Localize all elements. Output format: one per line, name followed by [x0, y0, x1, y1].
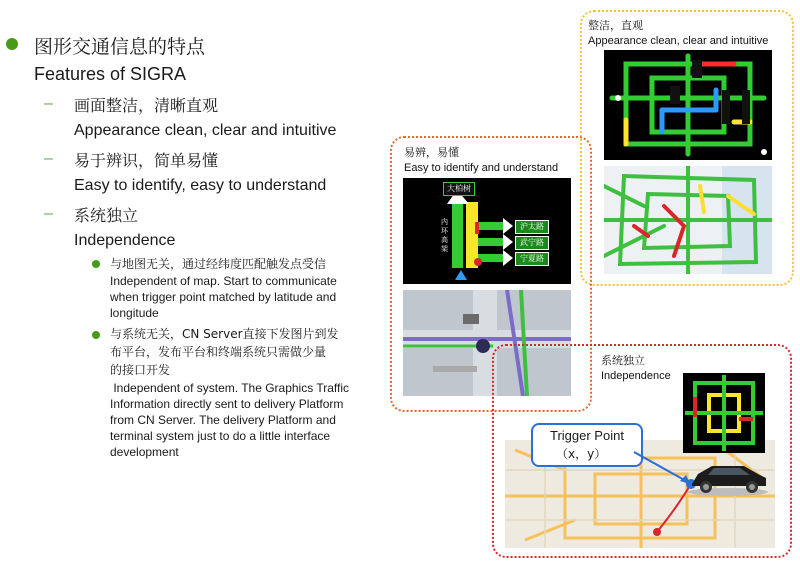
feature-3-en: Independence: [74, 232, 176, 249]
subpoint-2-en-line-1: Independent of system. The Graphics Traffic: [110, 381, 350, 395]
sign-top-label: 大柏树: [443, 182, 475, 196]
mini-traffic-graphic: [683, 373, 765, 453]
trigger-point-label: Trigger Point: [550, 428, 624, 443]
sign-exit-2: 武宁路: [515, 236, 549, 250]
sign-exit-1: 沪太路: [515, 220, 549, 234]
subpoint-2-en-line-2: Information directly sent to delivery Platform: [110, 397, 344, 411]
feature-3-zh: 系统独立: [74, 206, 139, 225]
subpoint-2-en-line-5: development: [110, 445, 179, 459]
feature-1-zh: 画面整洁，清晰直观: [74, 96, 219, 115]
subpoint-1-en-line-2: when trigger point matched by latitude and: [110, 290, 337, 304]
subpoint-2-en-line-4: terminal system just to do a little interface: [110, 429, 331, 443]
title-bullet-icon: [6, 38, 18, 50]
subpoint-1-en-line-1: Independent of map. Start to communicate: [110, 274, 337, 288]
feature-2-en: Easy to identify, easy to understand: [74, 177, 327, 194]
panel-independence-zh: 系统独立: [601, 354, 645, 367]
schematic-map-image: [604, 50, 772, 160]
subpoint-2-zh-line-2: 布平台，发布平台和终端系统只需做少量: [110, 345, 327, 359]
panel-clean-zh: 整洁，直观: [588, 19, 643, 32]
subpoint-2-zh-line-3: 的接口开发: [110, 363, 171, 377]
subpoint-2-zh-line-1: 与系统无关，CN Server直接下发图片到发: [110, 327, 339, 341]
dash-icon: –: [44, 150, 53, 167]
dash-icon: –: [44, 95, 53, 112]
subpoint-bullet-icon: [92, 260, 100, 268]
subpoint-1-zh-line-1: 与地图无关，通过经纬度匹配触发点受信: [110, 257, 327, 271]
title-en: Features of SIGRA: [34, 64, 187, 84]
car-image: [686, 456, 770, 496]
panel-identify-zh: 易辨，易懂: [404, 146, 459, 159]
feature-2-zh: 易于辨识，简单易懂: [74, 151, 219, 170]
city-traffic-map-image: [604, 166, 772, 274]
panel-clean-en: Appearance clean, clear and intuitive: [588, 35, 769, 47]
subpoint-bullet-icon: [92, 331, 100, 339]
sign-exit-3: 宁夏路: [515, 252, 549, 266]
subpoint-1-en-line-3: longitude: [110, 306, 159, 320]
panel-identify-en: Easy to identify and understand: [404, 162, 559, 174]
road-sign-image: [403, 178, 571, 284]
trigger-point-coords: （x，y）: [556, 447, 607, 461]
subpoint-2-en-line-3: from CN Server. The delivery Platform and: [110, 413, 336, 427]
panel-independence-en: Independence: [601, 370, 671, 382]
title-zh: 图形交通信息的特点: [34, 36, 206, 58]
callout-arrow-icon: [630, 448, 694, 488]
feature-1-en: Appearance clean, clear and intuitive: [74, 122, 337, 139]
dash-icon: –: [44, 205, 53, 222]
sign-side-label: 内环高架: [441, 218, 448, 253]
